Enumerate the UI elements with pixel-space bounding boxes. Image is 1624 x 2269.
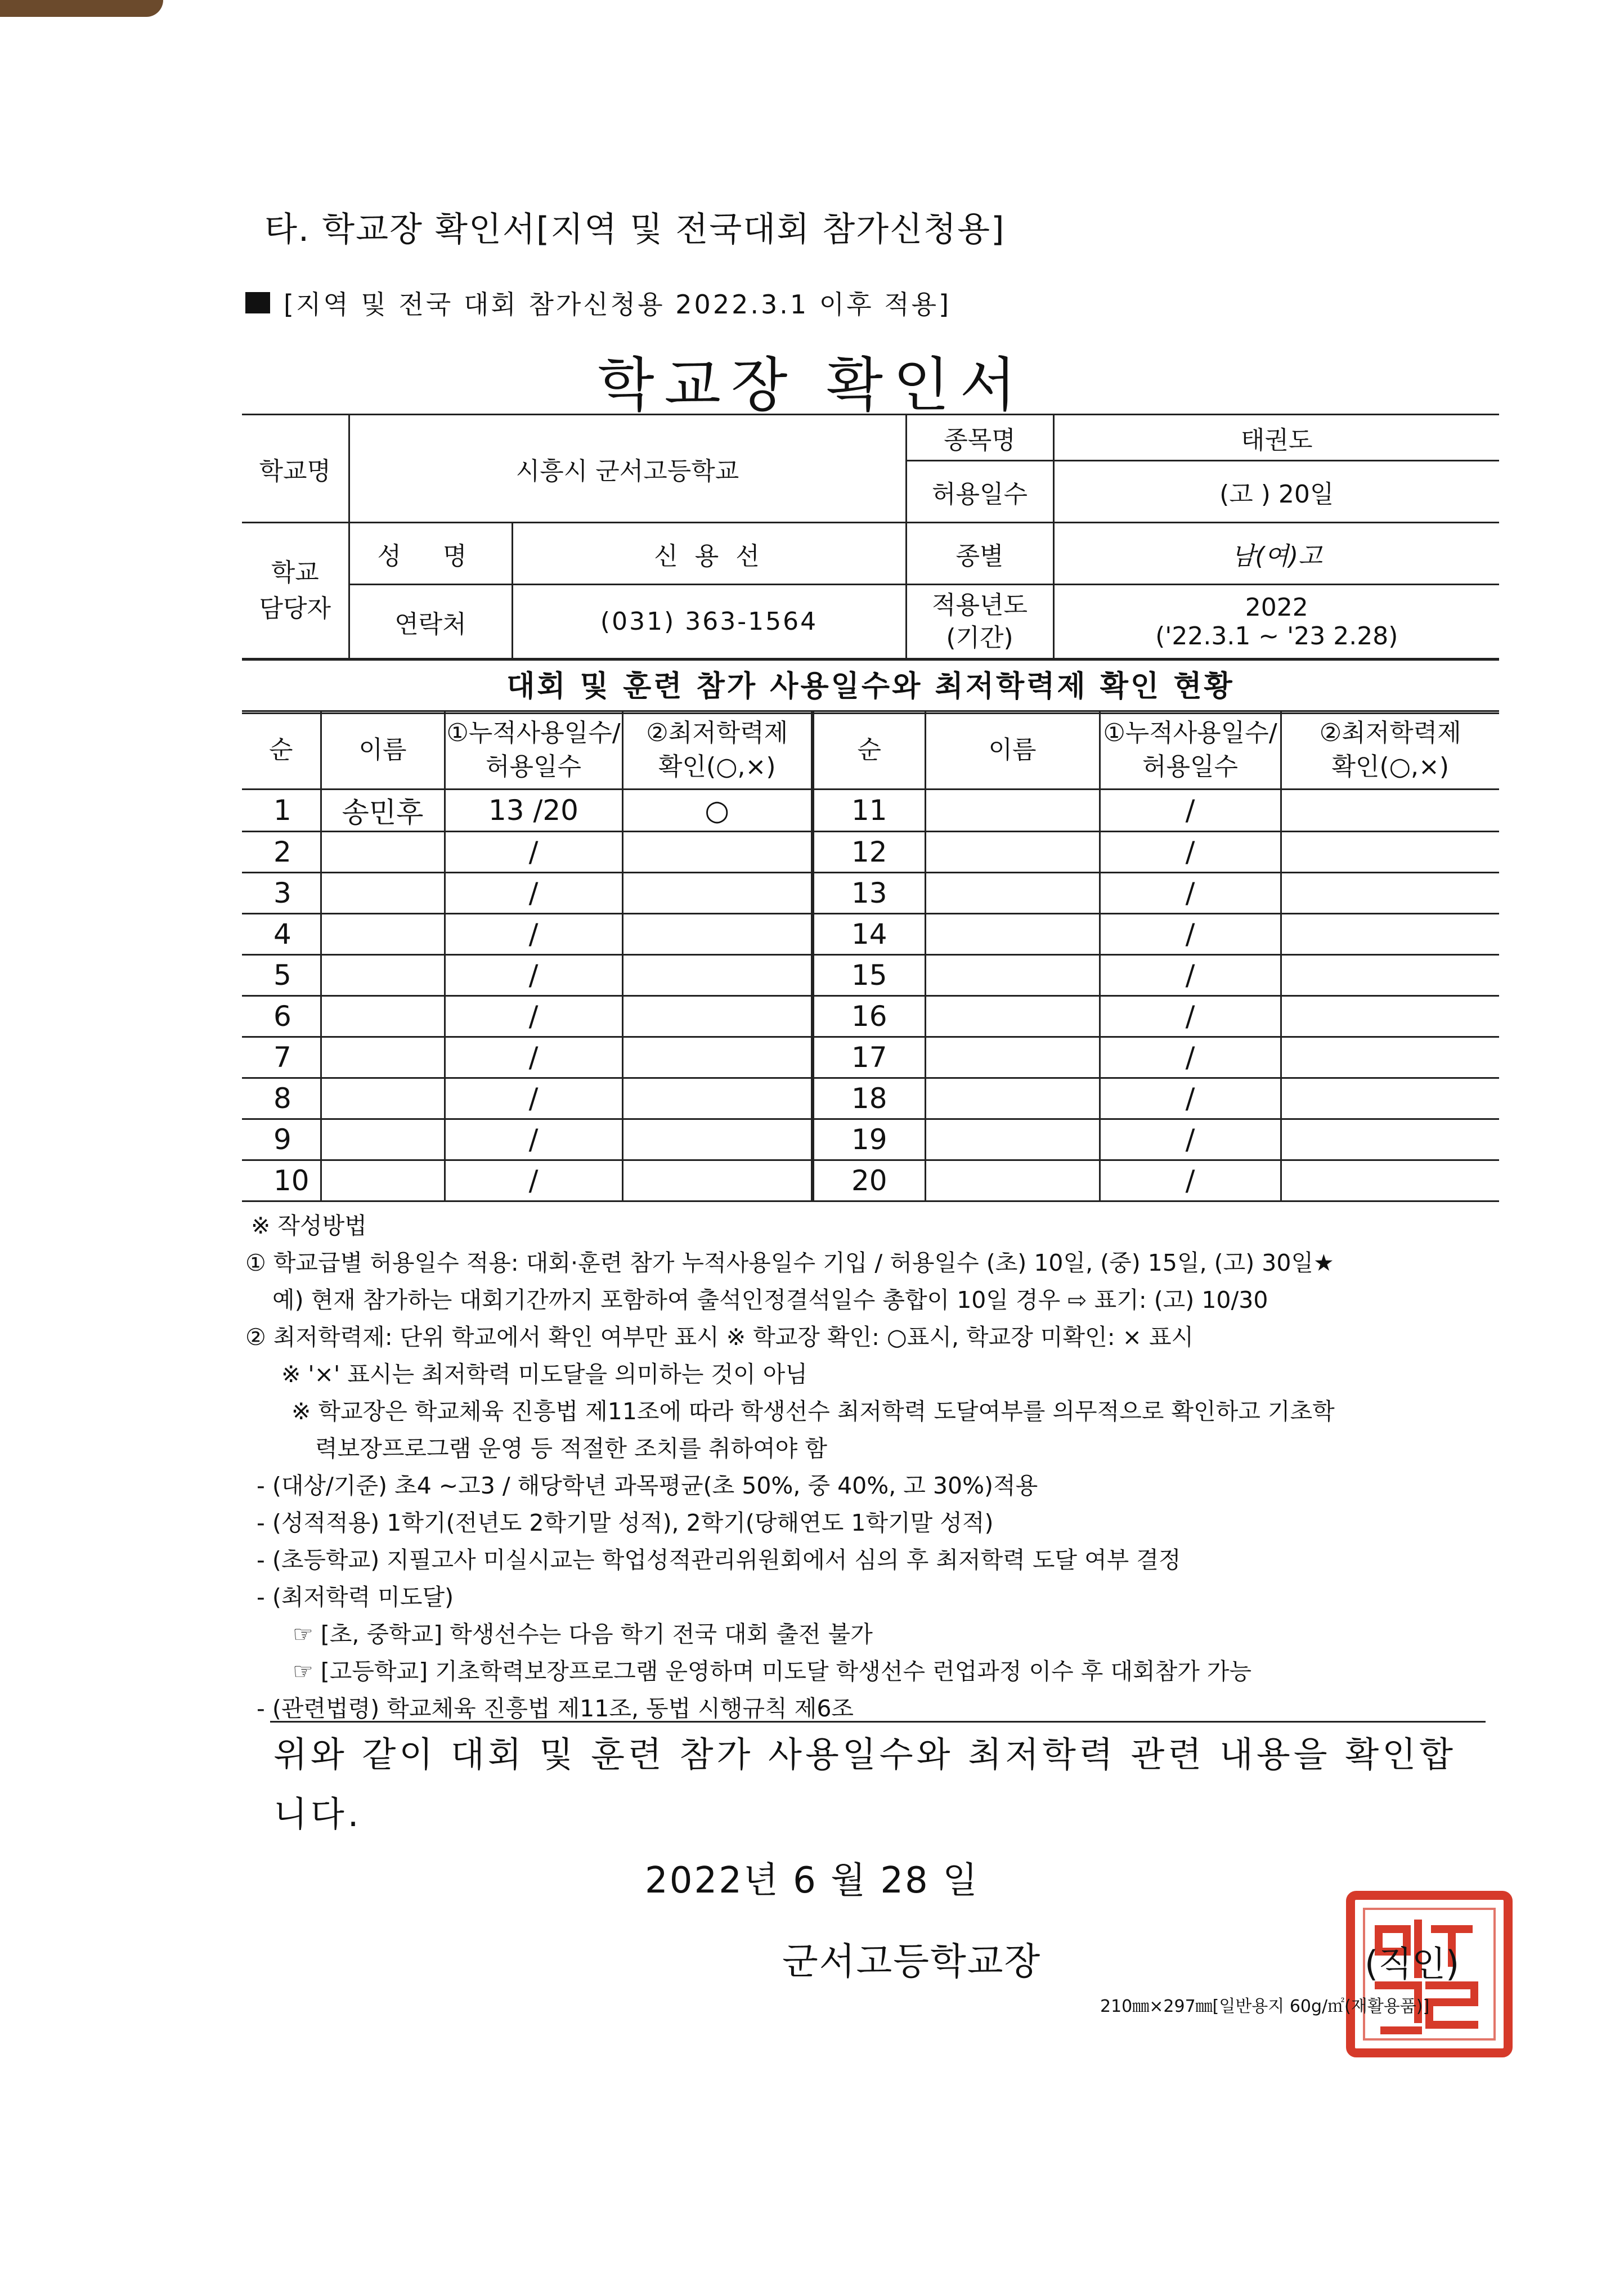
status-days: /: [1100, 1037, 1281, 1078]
status-check: [1281, 1037, 1499, 1078]
status-title: 대회 및 훈련 참가 사용일수와 최저학력제 확인 현황: [242, 658, 1499, 714]
instructions: [245, 1207, 1511, 1727]
status-days: /: [1100, 914, 1281, 955]
status-name: [925, 914, 1100, 955]
event-label: 종목명: [906, 415, 1053, 461]
seal-label: (직인): [1365, 1943, 1460, 1984]
status-name: [925, 873, 1100, 914]
col-name-header: 이름: [321, 711, 445, 790]
document-title: 학교장 확인서: [598, 351, 1026, 419]
instruction-line: - (관련법령) 학교체육 진흥법 제11조, 동법 시행규칙 제6조: [257, 1695, 854, 1722]
col-name-header: 이름: [925, 711, 1100, 790]
status-check: [622, 873, 813, 914]
sub-title: [245, 284, 951, 321]
status-no: 1: [242, 790, 321, 832]
section-title: 타. 학교장 확인서[지역 및 전국대회 참가신청용]: [264, 210, 1006, 249]
status-no: 17: [813, 1037, 925, 1078]
table-row: [242, 832, 1499, 873]
event-value: 태권도: [1053, 415, 1499, 461]
status-no: 6: [242, 996, 321, 1037]
status-no: 16: [813, 996, 925, 1037]
instruction-line: ※ 학교장은 학교체육 진흥법 제11조에 따라 학생선수 최저학력 도달여부를 의무적으로 확인하고 기초학: [291, 1398, 1335, 1425]
status-check: [622, 996, 813, 1037]
status-check: [1281, 1160, 1499, 1201]
status-no: 12: [813, 832, 925, 873]
status-days: 13 /20: [445, 790, 622, 832]
school-label: 학교명: [242, 415, 349, 523]
status-no: 10: [242, 1160, 321, 1201]
status-check: [1281, 1078, 1499, 1119]
status-check: [1281, 790, 1499, 832]
status-days: /: [445, 873, 622, 914]
table-row: [242, 1037, 1499, 1078]
instruction-line: - (초등학교) 지필고사 미실시교는 학업성적관리위원회에서 심의 후 최저학력 도달 여부 결정: [257, 1546, 1181, 1573]
phone-value: (031) 363-1564: [512, 585, 906, 659]
col-days-header: ①누적사용일수/ 허용일수: [445, 711, 622, 790]
status-days: /: [1100, 873, 1281, 914]
status-name: [321, 1160, 445, 1201]
status-days: /: [445, 996, 622, 1037]
table-row: [242, 914, 1499, 955]
table-row: [242, 996, 1499, 1037]
status-check: [622, 1119, 813, 1160]
period-value: ('22.3.1 ~ '23 2.28): [1155, 621, 1398, 651]
table-row: [242, 1078, 1499, 1119]
status-check: [1281, 1119, 1499, 1160]
instruction-line: - (최저학력 미도달): [257, 1584, 454, 1611]
school-info-table: [242, 414, 1499, 660]
status-no: 9: [242, 1119, 321, 1160]
status-no: 20: [813, 1160, 925, 1201]
confirmation-statement: [273, 1725, 1489, 1844]
year-label: 적용년도 (기간): [906, 585, 1053, 659]
table-row: [242, 790, 1499, 832]
status-days: /: [445, 955, 622, 996]
instruction-line: ① 학교급별 허용일수 적용: 대회·훈련 참가 누적사용일수 기입 / 허용일수 (초) 10일, (중) 15일, (고) 30일★: [245, 1249, 1334, 1276]
issue-date: 2022년 6 월 28 일: [645, 1860, 979, 1902]
instruction-line: ※ '×' 표시는 최저학력 미도달을 의미하는 것이 아님: [281, 1361, 807, 1388]
table-row: [242, 873, 1499, 914]
col-check-header: ②최저학력제 확인(○,×): [622, 711, 813, 790]
status-name: [321, 1078, 445, 1119]
sub-title-text: [지역 및 전국 대회 참가신청용 2022.3.1 이후 적용]: [284, 289, 952, 320]
instruction-line: - (대상/기준) 초4 ~고3 / 해당학년 과목평균(초 50%, 중 40%, 고 30%)적용: [257, 1472, 1038, 1499]
status-days: /: [1100, 790, 1281, 832]
gender-value: 남(여)고: [1053, 523, 1499, 585]
status-no: 7: [242, 1037, 321, 1078]
status-name: [321, 1037, 445, 1078]
paper-spec-footer: 210㎜×297㎜[일반용지 60g/㎡(재활용품)]: [1100, 1997, 1430, 2016]
status-check: [1281, 914, 1499, 955]
status-check: [622, 1160, 813, 1201]
table-row: [242, 955, 1499, 996]
status-no: 5: [242, 955, 321, 996]
name-label: 성 명: [349, 523, 512, 585]
status-days: /: [1100, 1119, 1281, 1160]
instruction-line: 력보장프로그램 운영 등 적절한 조치를 취하여야 함: [315, 1435, 827, 1462]
gender-label: 종별: [906, 523, 1053, 585]
instruction-line: ☞ [초, 중학교] 학생선수는 다음 학기 전국 대회 출전 불가: [293, 1621, 873, 1648]
status-name: [925, 790, 1100, 832]
instruction-line: - (성적적용) 1학기(전년도 2학기말 성적), 2학기(당해연도 1학기말 성적): [257, 1509, 994, 1536]
instruction-line: 예) 현재 참가하는 대회기간까지 포함하여 출석인정결석일수 총합이 10일 경우 ⇨ 표기: (고) 10/30: [272, 1286, 1268, 1313]
status-check: [622, 1078, 813, 1119]
contact-person-label: 학교 담당자: [242, 523, 349, 659]
scan-edge-mark: [0, 0, 163, 17]
status-name: [321, 914, 445, 955]
status-check: [622, 914, 813, 955]
status-check: [1281, 873, 1499, 914]
status-name: [925, 1119, 1100, 1160]
status-days: /: [445, 1078, 622, 1119]
status-name: [925, 832, 1100, 873]
table-row: [242, 1119, 1499, 1160]
phone-label: 연락처: [349, 585, 512, 659]
status-name: [321, 955, 445, 996]
year-cell: [1053, 585, 1499, 659]
status-name: [321, 832, 445, 873]
status-check: [622, 832, 813, 873]
status-no: 8: [242, 1078, 321, 1119]
status-name: [925, 1160, 1100, 1201]
status-name: 송민후: [321, 790, 445, 832]
status-check: [622, 955, 813, 996]
status-no: 13: [813, 873, 925, 914]
status-check: ○: [622, 790, 813, 832]
status-days: /: [445, 914, 622, 955]
confirm-divider: [270, 1721, 1486, 1723]
status-no: 2: [242, 832, 321, 873]
status-days: /: [1100, 1078, 1281, 1119]
status-name: [321, 996, 445, 1037]
status-name: [925, 955, 1100, 996]
status-no: 15: [813, 955, 925, 996]
status-days: /: [445, 1119, 622, 1160]
status-name: [925, 996, 1100, 1037]
status-days: /: [1100, 955, 1281, 996]
status-days: /: [1100, 832, 1281, 873]
name-value: 신 용 선: [512, 523, 906, 585]
col-days-header: ①누적사용일수/ 허용일수: [1100, 711, 1281, 790]
confirm-line-1: 위와 같이 대회 및 훈련 참가 사용일수와 최저학력 관련 내용을 확인합: [273, 1734, 1457, 1775]
status-check: [1281, 832, 1499, 873]
principal-name: 군서고등학교장: [782, 1940, 1042, 1983]
table-row: [242, 1160, 1499, 1201]
status-check: [1281, 996, 1499, 1037]
status-days: /: [445, 1037, 622, 1078]
confirm-line-2: 니다.: [273, 1793, 362, 1835]
col-no-header: 순: [813, 711, 925, 790]
status-no: 18: [813, 1078, 925, 1119]
status-name: [925, 1037, 1100, 1078]
status-name: [321, 873, 445, 914]
status-no: 11: [813, 790, 925, 832]
col-check-header: ②최저학력제 확인(○,×): [1281, 711, 1499, 790]
year-value: 2022: [1245, 593, 1308, 622]
status-name: [321, 1119, 445, 1160]
status-no: 4: [242, 914, 321, 955]
instruction-line: ② 최저학력제: 단위 학교에서 확인 여부만 표시 ※ 학교장 확인: ○표시, 학교장 미확인: × 표시: [245, 1324, 1194, 1351]
allowed-days-label: 허용일수: [906, 461, 1053, 523]
status-check: [1281, 955, 1499, 996]
status-check: [622, 1037, 813, 1078]
instruction-line: ☞ [고등학교] 기초학력보장프로그램 운영하며 미도달 학생선수 런업과정 이수 후 대회참가 가능: [293, 1658, 1252, 1685]
status-no: 3: [242, 873, 321, 914]
status-days: /: [445, 1160, 622, 1201]
status-table: [242, 710, 1499, 1202]
status-no: 14: [813, 914, 925, 955]
square-bullet-icon: [245, 292, 270, 313]
col-no-header: 순: [242, 711, 321, 790]
status-days: /: [1100, 996, 1281, 1037]
status-days: /: [445, 832, 622, 873]
allowed-days-value: (고 ) 20일: [1053, 461, 1499, 523]
status-name: [925, 1078, 1100, 1119]
status-days: /: [1100, 1160, 1281, 1201]
status-no: 19: [813, 1119, 925, 1160]
instructions-heading: ※ 작성방법: [251, 1212, 367, 1239]
school-value: 시흥시 군서고등학교: [349, 415, 906, 523]
